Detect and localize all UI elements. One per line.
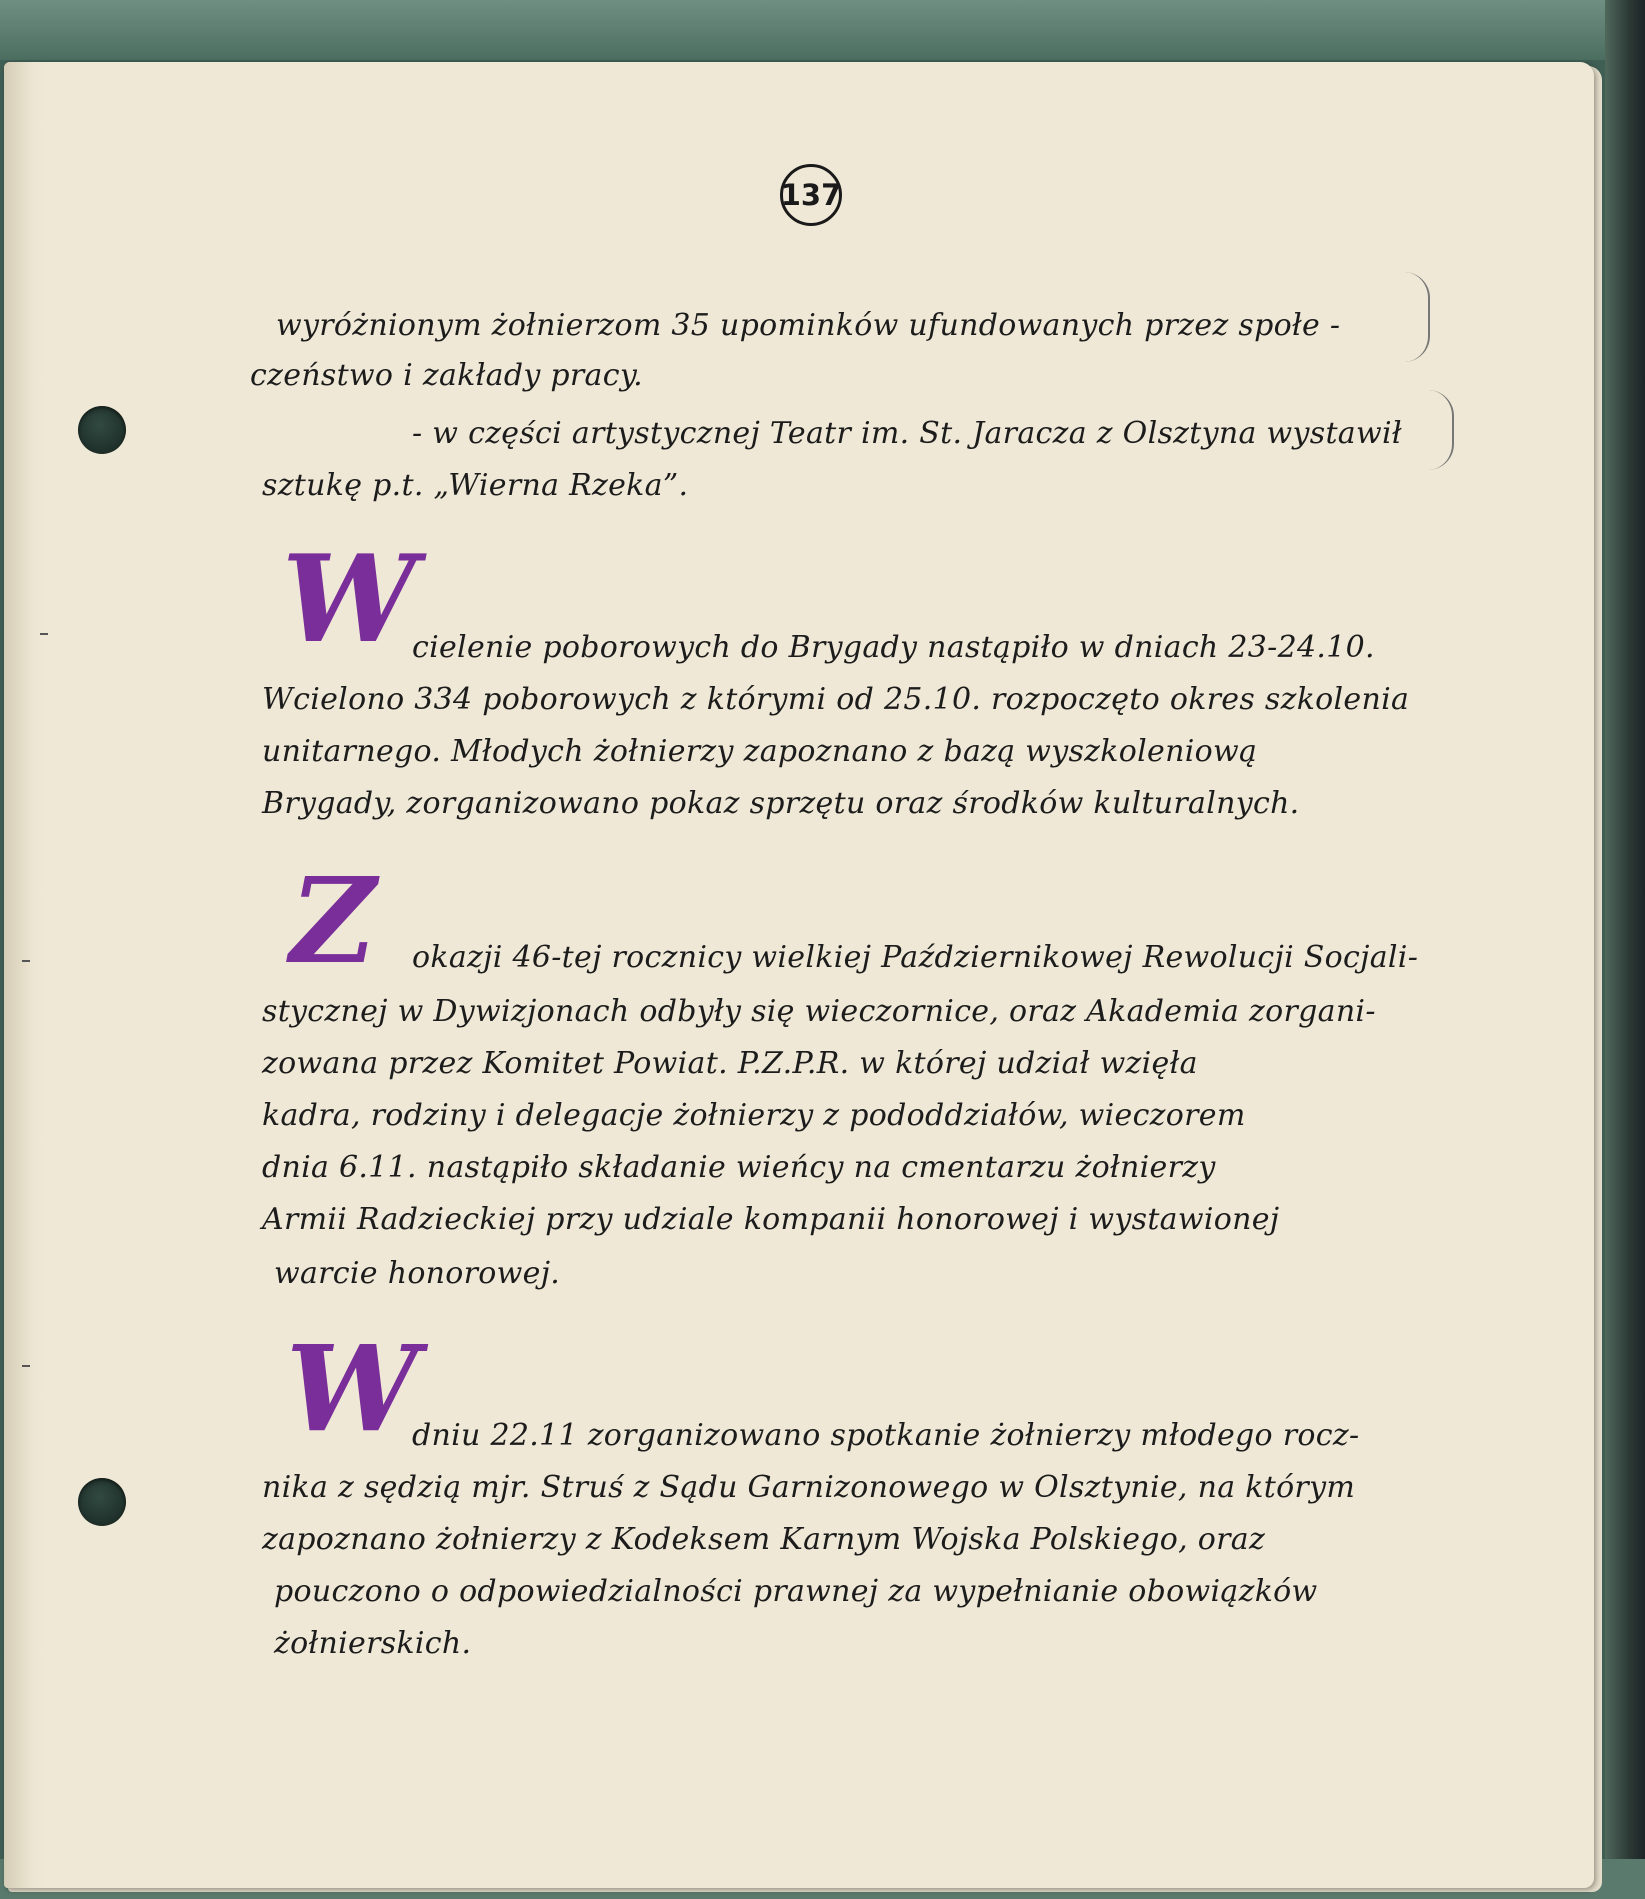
text-line: kadra, rodziny i delegacje żołnierzy z pododdziałów, wieczorem <box>262 1098 1246 1133</box>
decorative-initial: W <box>282 529 417 670</box>
text-line: nika z sędzią mjr. Struś z Sądu Garnizonowego w Olsztynie, na którym <box>262 1470 1356 1505</box>
text-line: pouczono o odpowiedzialności prawnej za wypełnianie obowiązków <box>274 1574 1318 1609</box>
cover-top-edge <box>0 0 1645 60</box>
margin-tick <box>40 633 48 635</box>
punch-hole-icon <box>78 406 126 454</box>
margin-tick <box>22 1365 30 1367</box>
text-line: dnia 6.11. nastąpiło składanie wieńcy na cmentarzu żołnierzy <box>262 1150 1216 1185</box>
page-gutter <box>4 62 44 1888</box>
text-line: zowana przez Komitet Powiat. P.Z.P.R. w której udział wzięła <box>262 1046 1198 1081</box>
text-line: zapoznano żołnierzy z Kodeksem Karnym Wojska Polskiego, oraz <box>262 1522 1266 1557</box>
text-line: - w części artystycznej Teatr im. St. Jaracza z Olsztyna wystawił <box>412 416 1402 451</box>
text-line: okazji 46-tej rocznicy wielkiej Październikowej Rewolucji Socjali- <box>412 940 1419 975</box>
text-line: żołnierskich. <box>274 1626 472 1661</box>
page-number: 137 <box>780 164 842 226</box>
text-line: stycznej w Dywizjonach odbyły się wieczornice, oraz Akademia zorgani- <box>262 994 1376 1029</box>
text-line: cielenie poborowych do Brygady nastąpiło w dniach 23-24.10. <box>412 630 1375 665</box>
margin-tick <box>22 960 30 962</box>
punch-hole-icon <box>78 1478 126 1526</box>
text-line: unitarnego. Młodych żołnierzy zapoznano z bazą wyszkoleniową <box>262 734 1258 769</box>
text-line: warcie honorowej. <box>274 1256 561 1291</box>
decorative-initial: W <box>286 1319 419 1458</box>
text-line: Brygady, zorganizowano pokaz sprzętu oraz środków kulturalnych. <box>262 786 1300 821</box>
text-line: czeństwo i zakłady pracy. <box>250 358 643 393</box>
decorative-initial: Z <box>290 851 377 990</box>
text-line: Wcielono 334 poborowych z którymi od 25.10. rozpoczęto okres szkolenia <box>262 682 1410 717</box>
margin-bracket <box>1404 272 1430 362</box>
text-line: sztukę p.t. „Wierna Rzeka”. <box>262 468 689 503</box>
text-line: wyróżnionym żołnierzom 35 upominków ufundowanych przez społe - <box>276 308 1341 343</box>
cover-right-edge <box>1605 0 1645 1899</box>
text-line: Armii Radzieckiej przy udziale kompanii honorowej i wystawionej <box>262 1202 1280 1237</box>
text-line: dniu 22.11 zorganizowano spotkanie żołnierzy młodego rocz- <box>412 1418 1360 1453</box>
